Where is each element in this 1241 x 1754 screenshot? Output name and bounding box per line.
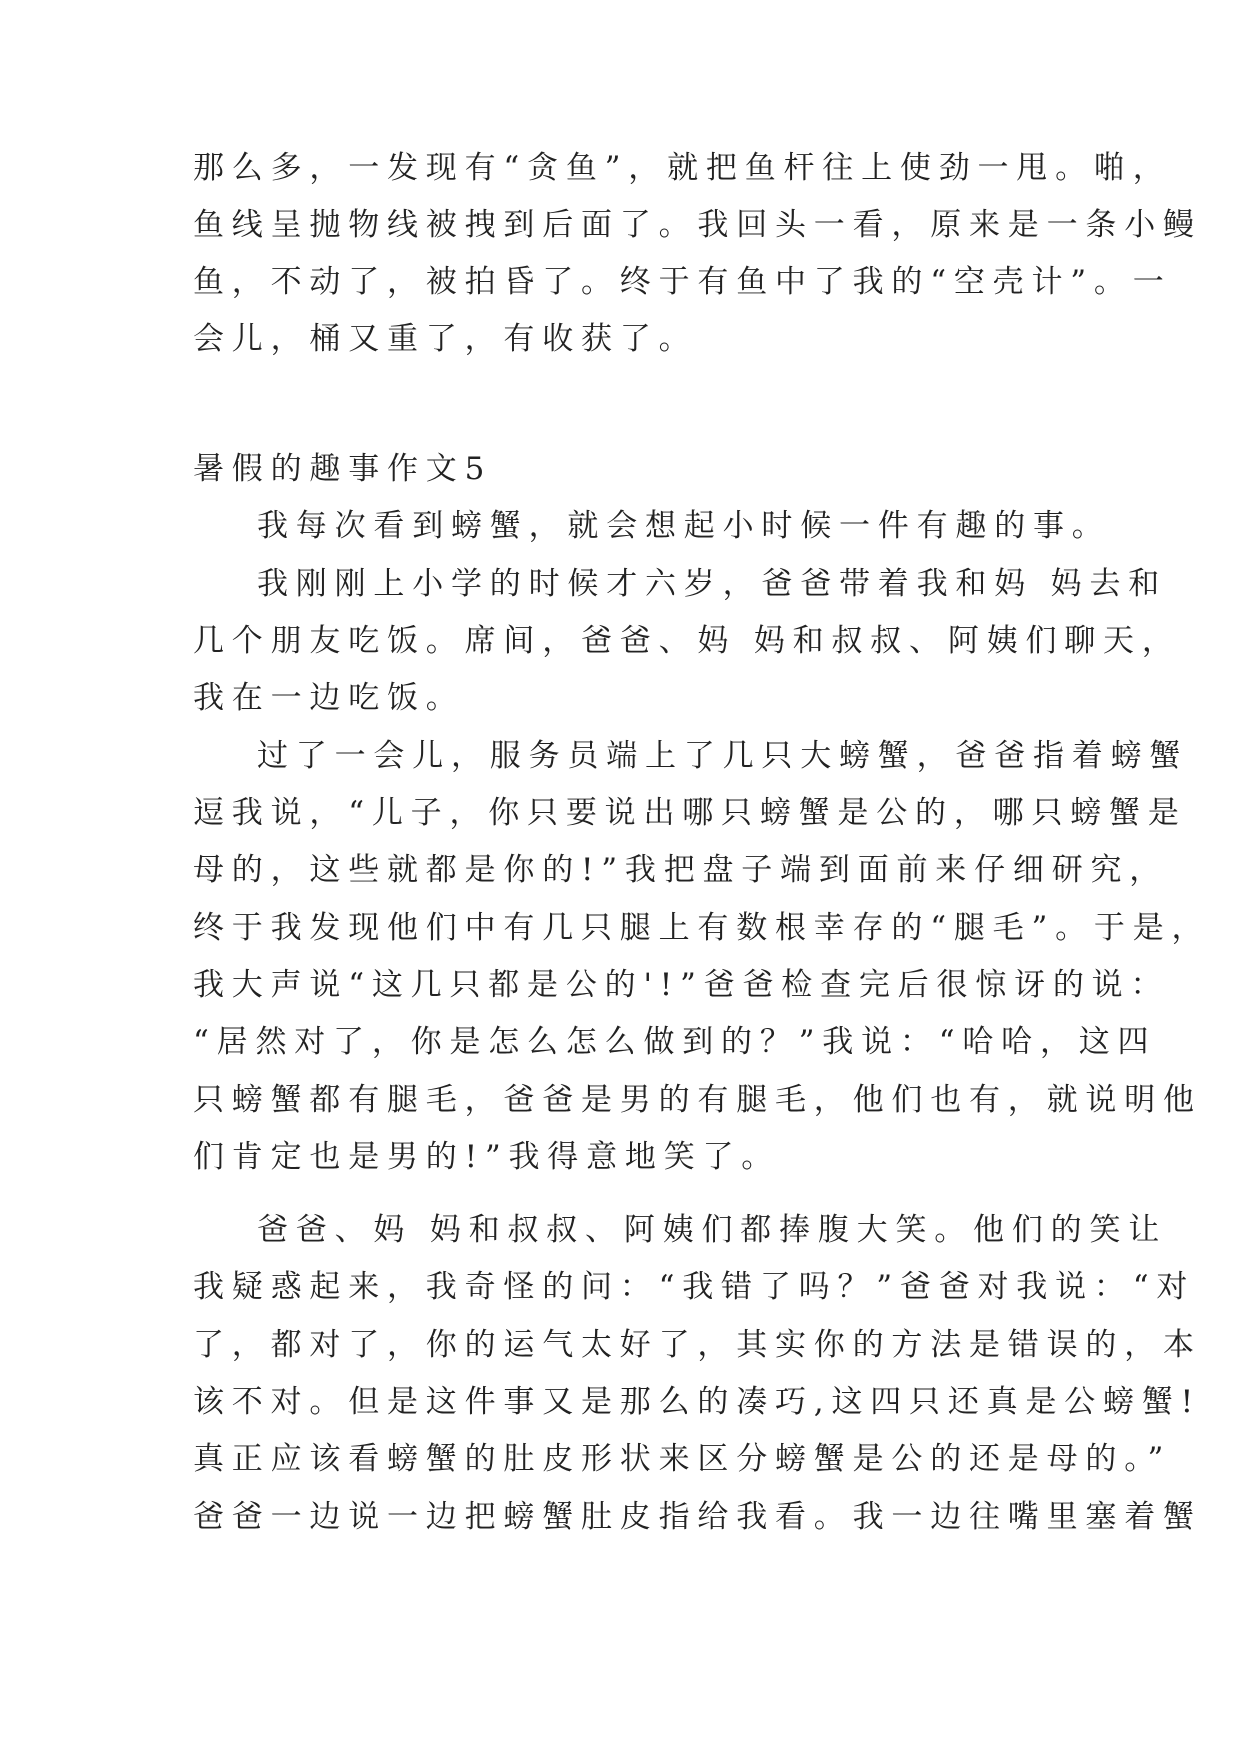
text-line: 我大声说“这几只都是公的'!”爸爸检查完后很惊讶的说： — [193, 967, 1170, 1003]
text-line: 会儿，桶又重了，有收获了。 — [193, 321, 698, 357]
text-line: 我在一边吃饭。 — [193, 680, 465, 716]
section-heading: 暑假的趣事作文5 — [193, 451, 493, 487]
text-line: 鱼，不动了，被拍昏了。终于有鱼中了我的“空壳计”。一 — [193, 264, 1172, 300]
paragraph-first-line: 我每次看到螃蟹，就会想起小时候一件有趣的事。 — [257, 508, 1111, 544]
text-line: 真正应该看螃蟹的肚皮形状来区分螃蟹是公的还是母的。” — [193, 1441, 1172, 1477]
text-line: 了，都对了，你的运气太好了，其实你的方法是错误的，本 — [193, 1327, 1202, 1363]
text-line: 鱼线呈抛物线被拽到后面了。我回头一看，原来是一条小鳗 — [193, 207, 1202, 243]
text-line: 们肯定也是男的!”我得意地笑了。 — [193, 1139, 781, 1175]
text-line: 逗我说，“儿子，你只要说出哪只螃蟹是公的，哪只螃蟹是 — [193, 795, 1187, 831]
text-line: 几个朋友吃饭。席间，爸爸、妈 妈和叔叔、阿姨们聊天， — [193, 623, 1181, 659]
text-line: 只螃蟹都有腿毛，爸爸是男的有腿毛，他们也有，就说明他 — [193, 1082, 1202, 1118]
text-line: 我疑惑起来，我奇怪的问：“我错了吗？”爸爸对我说：“对 — [193, 1269, 1196, 1305]
text-line: 爸爸一边说一边把螃蟹肚皮指给我看。我一边往嘴里塞着蟹 — [193, 1499, 1202, 1535]
text-line: 母的，这些就都是你的!”我把盘子端到面前来仔细研究， — [193, 852, 1169, 888]
paragraph-first-line: 爸爸、妈 妈和叔叔、阿姨们都捧腹大笑。他们的笑让 — [257, 1212, 1168, 1248]
text-line: 终于我发现他们中有几只腿上有数根幸存的“腿毛”。于是， — [193, 910, 1211, 946]
paragraph-first-line: 我刚刚上小学的时候才六岁，爸爸带着我和妈 妈去和 — [257, 566, 1168, 602]
text-line: 那么多，一发现有“贪鱼”，就把鱼杆往上使劲一甩。啪， — [193, 150, 1172, 186]
text-line: “居然对了，你是怎么怎么做到的？”我说：“哈哈，这四 — [193, 1024, 1157, 1060]
text-line: 该不对。但是这件事又是那么的凑巧,这四只还真是公螃蟹! — [193, 1384, 1201, 1420]
paragraph-first-line: 过了一会儿，服务员端上了几只大螃蟹，爸爸指着螃蟹 — [257, 738, 1189, 774]
